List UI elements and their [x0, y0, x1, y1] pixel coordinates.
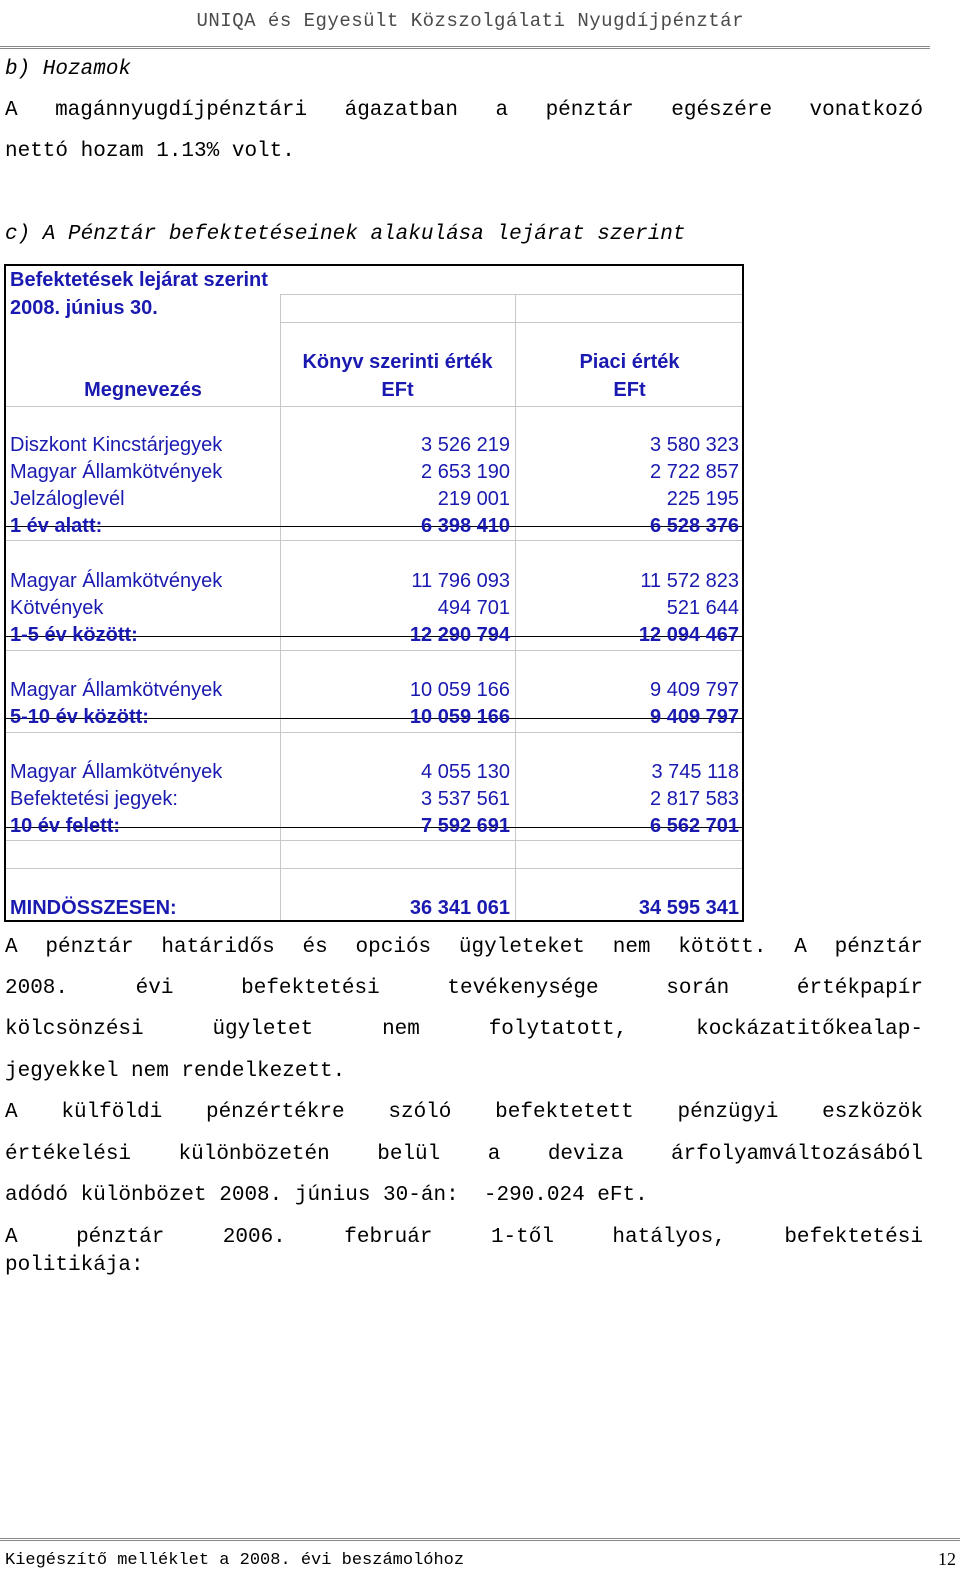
investments-table [4, 264, 744, 922]
table-date: 2008. június 30. [10, 297, 158, 319]
row-book-value: 12 290 794 [409, 624, 510, 646]
word: pénztár [45, 936, 134, 959]
row-book-value: 10 059 166 [409, 706, 510, 728]
row-divider [6, 732, 742, 733]
row-book-value: 3 526 219 [421, 434, 510, 456]
word: eszközök [822, 1101, 923, 1124]
header-title: UNIQA és Egyesült Közszolgálati Nyugdíjpénztár [196, 10, 744, 32]
row-market-value: 2 817 583 [650, 788, 739, 810]
row-market-value: 34 595 341 [638, 897, 739, 919]
row-market-value: 6 562 701 [650, 815, 739, 837]
row-divider [6, 840, 742, 841]
word: kölcsönzési [5, 1018, 144, 1041]
word: pénzértékre [205, 1101, 345, 1124]
row-book-value: 2 653 190 [421, 461, 510, 483]
row-name: Magyar Államkötvények [10, 570, 223, 592]
row-book-value: 36 341 061 [409, 897, 510, 919]
row-divider [6, 406, 742, 407]
paragraph-3-line-2: politikája: [5, 1254, 144, 1277]
word: nem [382, 1018, 420, 1041]
word: tevékenysége [447, 977, 599, 1000]
word: a [487, 1143, 501, 1166]
word: szóló [388, 1101, 452, 1124]
word: magánnyugdíjpénztári [55, 99, 308, 122]
word: hatályos, [612, 1226, 726, 1249]
word: kockázatitőkealap- [696, 1018, 923, 1041]
paragraph-2-line-2 [5, 1143, 923, 1166]
row-name: 1 év alatt: [10, 515, 103, 537]
row-market-value: 225 195 [666, 488, 739, 510]
word: 1-től [490, 1226, 554, 1249]
word: évi [135, 977, 174, 1000]
word: pénztár [834, 936, 923, 959]
section-b-line1 [5, 99, 923, 122]
word: során [666, 977, 730, 1000]
word: befektetett [495, 1101, 634, 1124]
word: egészére [671, 99, 773, 122]
row-market-value: 3 580 323 [650, 434, 739, 456]
row-name: Befektetési jegyek: [10, 788, 178, 810]
row-name: Magyar Államkötvények [10, 461, 223, 483]
word: 2008. [5, 977, 69, 1000]
word: folytatott, [488, 1018, 628, 1041]
section-b-line2: nettó hozam 1.13% volt. [5, 140, 295, 163]
row-market-value: 521 644 [666, 597, 739, 619]
word: határidős [161, 936, 275, 959]
row-name: Magyar Államkötvények [10, 679, 223, 701]
paragraph-1-line-3 [5, 1018, 923, 1041]
word: és [302, 936, 328, 959]
page-footer [0, 1538, 960, 1572]
row-name: MINDÖSSZESEN: [10, 897, 177, 919]
word: pénztár [76, 1226, 165, 1249]
row-book-value: 219 001 [437, 488, 510, 510]
row-divider [6, 540, 742, 541]
word: vonatkozó [809, 99, 923, 122]
row-market-value: 6 528 376 [650, 515, 739, 537]
section-c-heading: c) A Pénztár befektetéseinek alakulása lejárat szerint [5, 223, 686, 246]
paragraph-2-line-1 [5, 1101, 923, 1124]
paragraph-1-line-1 [5, 936, 923, 959]
row-name: 5-10 év között: [10, 706, 149, 728]
paragraph-1-line-4: jegyekkel nem rendelkezett. [5, 1060, 346, 1083]
page-header [0, 0, 930, 49]
word: A [5, 936, 18, 959]
row-book-value: 4 055 130 [421, 761, 510, 783]
word: befektetési [241, 977, 380, 1000]
row-name: 1-5 év között: [10, 624, 138, 646]
row-market-value: 11 572 823 [640, 570, 739, 592]
row-book-value: 6 398 410 [421, 515, 510, 537]
row-divider [280, 322, 742, 323]
row-divider [6, 650, 742, 651]
row-divider [280, 294, 742, 295]
column-header-book-unit: EFt [381, 379, 414, 401]
column-header-market-unit: EFt [613, 379, 646, 401]
word: árfolyamváltozásából [670, 1143, 923, 1166]
word: február [344, 1226, 433, 1249]
row-book-value: 11 796 093 [411, 570, 510, 592]
paragraph-3-line-1 [5, 1226, 923, 1249]
word: 2006. [222, 1226, 286, 1249]
row-book-value: 7 592 691 [421, 815, 510, 837]
word: A [5, 1101, 18, 1124]
word: ügyleteket [458, 936, 585, 959]
word: külföldi [61, 1101, 163, 1124]
row-book-value: 10 059 166 [409, 679, 510, 701]
word: ügyletet [212, 1018, 314, 1041]
paragraph-1-line-2 [5, 977, 923, 1000]
row-market-value: 2 722 857 [650, 461, 739, 483]
word: pénztár [545, 99, 634, 122]
table-title: Befektetések lejárat szerint [10, 269, 268, 291]
row-divider [6, 868, 742, 869]
paragraph-2-line-3: adódó különbözet 2008. június 30-án: -290.024 eFt. [5, 1184, 648, 1207]
column-header-name: Megnevezés [84, 379, 202, 401]
word: belül [377, 1143, 441, 1166]
row-market-value: 9 409 797 [650, 706, 739, 728]
word: különbözetén [178, 1143, 330, 1166]
word: opciós [355, 936, 432, 959]
word: kötött. [678, 936, 767, 959]
word: befektetési [784, 1226, 923, 1249]
page-number: 12 [938, 1549, 956, 1569]
word: pénzügyi [677, 1101, 779, 1124]
row-name: Jelzáloglevél [10, 488, 125, 510]
word: a [495, 99, 509, 122]
column-header-market: Piaci érték [579, 351, 680, 373]
row-name: Magyar Államkötvények [10, 761, 223, 783]
subtotal-rule [6, 526, 742, 527]
row-market-value: 12 094 467 [638, 624, 739, 646]
row-name: Kötvények [10, 597, 104, 619]
row-name: 10 év felett: [10, 815, 121, 837]
section-b-heading: b) Hozamok [5, 58, 132, 81]
word: nem [612, 936, 651, 959]
column-header-book: Könyv szerinti érték [302, 351, 493, 373]
word: értékelési [5, 1143, 132, 1166]
word: A [5, 1226, 18, 1249]
row-book-value: 494 701 [437, 597, 510, 619]
row-book-value: 3 537 561 [421, 788, 510, 810]
row-name: Diszkont Kincstárjegyek [10, 434, 223, 456]
footer-text: Kiegészítő melléklet a 2008. évi beszámolóhoz [5, 1551, 465, 1570]
word: deviza [547, 1143, 624, 1166]
row-market-value: 9 409 797 [650, 679, 739, 701]
word: A [794, 936, 807, 959]
word: A [5, 99, 18, 122]
row-market-value: 3 745 118 [651, 761, 739, 783]
word: ágazatban [344, 99, 459, 122]
word: értékpapír [796, 977, 923, 1000]
